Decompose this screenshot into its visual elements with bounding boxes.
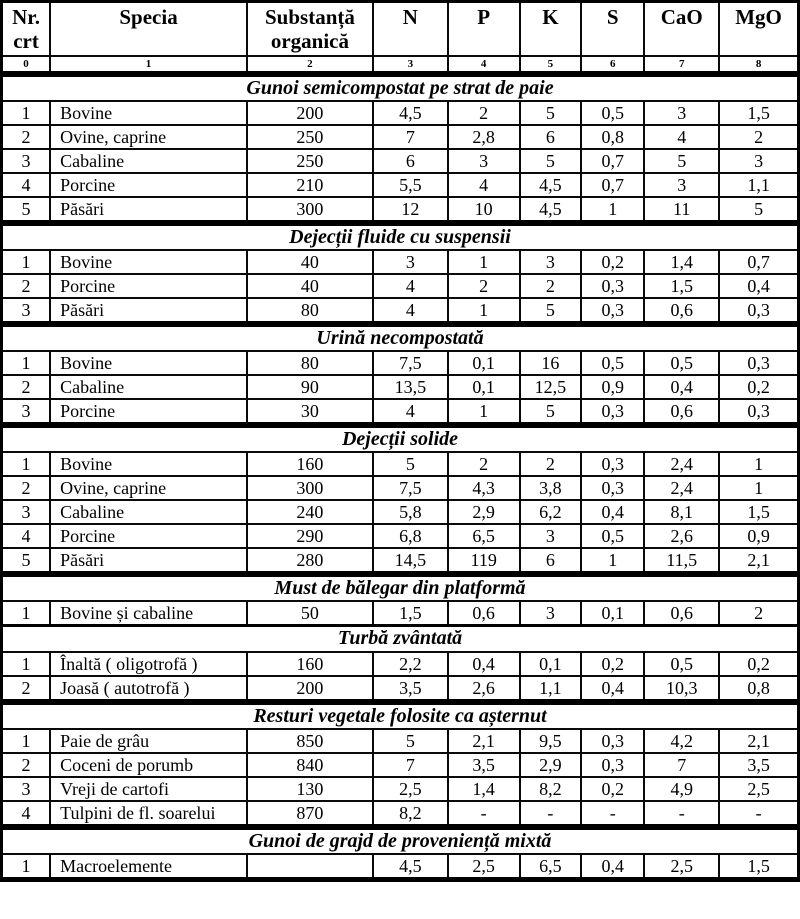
n-value-cell: 6 — [373, 149, 448, 173]
table-row — [2, 351, 799, 375]
s-value-cell: 0,5 — [581, 351, 644, 375]
table-row — [2, 854, 799, 880]
row-number-cell: 1 — [2, 351, 51, 375]
section-title: Dejecții solide — [2, 425, 799, 452]
s-value-cell: 0,4 — [581, 854, 644, 880]
species-cell: Cabaline — [50, 375, 247, 399]
row-number-cell: 4 — [2, 524, 51, 548]
organic-matter-cell: 30 — [247, 399, 373, 425]
p-value-cell: 2 — [448, 101, 520, 125]
row-number-cell: 1 — [2, 729, 51, 753]
p-value-cell: 2,5 — [448, 854, 520, 880]
n-value-cell: 4,5 — [373, 854, 448, 880]
organic-matter-cell: 90 — [247, 375, 373, 399]
organic-matter-cell: 280 — [247, 548, 373, 574]
n-value-cell: 5,5 — [373, 173, 448, 197]
column-index-5: 5 — [520, 56, 582, 74]
mgo-value-cell: 3,5 — [719, 753, 798, 777]
k-value-cell: 6,5 — [520, 854, 582, 880]
k-value-cell: 4,5 — [520, 197, 582, 223]
k-value-cell: 12,5 — [520, 375, 582, 399]
cao-value-cell: 0,5 — [644, 652, 719, 676]
mgo-value-cell: 1,5 — [719, 854, 798, 880]
organic-matter-cell: 200 — [247, 676, 373, 702]
s-value-cell: 0,1 — [581, 601, 644, 626]
p-value-cell: 2,6 — [448, 676, 520, 702]
species-cell: Păsări — [50, 548, 247, 574]
p-value-cell: 1,4 — [448, 777, 520, 801]
p-value-cell: 4,3 — [448, 476, 520, 500]
section-header-row — [2, 425, 799, 452]
p-value-cell: 2,8 — [448, 125, 520, 149]
column-index-2: 2 — [247, 56, 373, 74]
row-number-cell: 4 — [2, 801, 51, 827]
k-value-cell: 2,9 — [520, 753, 582, 777]
n-value-cell: 4 — [373, 298, 448, 324]
col-header-specia — [50, 2, 247, 56]
column-index-1: 1 — [50, 56, 247, 74]
species-cell: Păsări — [50, 197, 247, 223]
p-value-cell: 1 — [448, 298, 520, 324]
col-header-substanta-organica — [247, 2, 373, 56]
cao-value-cell: 4 — [644, 125, 719, 149]
n-value-cell: 5 — [373, 729, 448, 753]
cao-value-cell: 4,2 — [644, 729, 719, 753]
organic-matter-cell — [247, 854, 373, 880]
table-row — [2, 652, 799, 676]
n-value-cell: 6,8 — [373, 524, 448, 548]
cao-value-cell: 2,4 — [644, 452, 719, 476]
row-number-cell: 1 — [2, 601, 51, 626]
mgo-value-cell: 1,5 — [719, 500, 798, 524]
mgo-value-cell: 2,1 — [719, 729, 798, 753]
row-number-cell: 3 — [2, 399, 51, 425]
header-row — [2, 2, 799, 56]
col-header-s-label: S — [606, 5, 619, 29]
cao-value-cell: 3 — [644, 173, 719, 197]
s-value-cell: 0,5 — [581, 524, 644, 548]
table-row — [2, 500, 799, 524]
col-header-p — [448, 2, 520, 56]
col-header-mgo-label: MgO — [735, 5, 782, 29]
col-header-substanta-line1: Substanță — [264, 5, 355, 29]
species-cell: Păsări — [50, 298, 247, 324]
n-value-cell: 7 — [373, 125, 448, 149]
section-title: Resturi vegetale folosite ca așternut — [2, 702, 799, 729]
species-cell: Cabaline — [50, 500, 247, 524]
organic-matter-cell: 870 — [247, 801, 373, 827]
row-number-cell: 4 — [2, 173, 51, 197]
cao-value-cell: 0,6 — [644, 399, 719, 425]
k-value-cell: 6 — [520, 125, 582, 149]
mgo-value-cell: 0,3 — [719, 298, 798, 324]
mgo-value-cell: 3 — [719, 149, 798, 173]
cao-value-cell: 2,5 — [644, 854, 719, 880]
col-header-nr-crt-line2: crt — [13, 29, 39, 53]
section-title: Turbă zvântată — [2, 625, 799, 652]
col-header-n — [373, 2, 448, 56]
n-value-cell: 7 — [373, 753, 448, 777]
s-value-cell: 0,3 — [581, 729, 644, 753]
cao-value-cell: 2,6 — [644, 524, 719, 548]
cao-value-cell: 2,4 — [644, 476, 719, 500]
row-number-cell: 3 — [2, 500, 51, 524]
column-index-4: 4 — [448, 56, 520, 74]
n-value-cell: 7,5 — [373, 351, 448, 375]
k-value-cell: 2 — [520, 274, 582, 298]
p-value-cell: 0,6 — [448, 601, 520, 626]
table-row — [2, 601, 799, 626]
k-value-cell: 3 — [520, 601, 582, 626]
n-value-cell: 4 — [373, 399, 448, 425]
cao-value-cell: 0,6 — [644, 601, 719, 626]
p-value-cell: 1 — [448, 250, 520, 274]
p-value-cell: 2 — [448, 452, 520, 476]
organic-matter-cell: 80 — [247, 351, 373, 375]
organic-matter-cell: 250 — [247, 149, 373, 173]
k-value-cell: 5 — [520, 298, 582, 324]
cao-value-cell: - — [644, 801, 719, 827]
s-value-cell: 0,4 — [581, 500, 644, 524]
species-cell: Porcine — [50, 173, 247, 197]
column-index-8: 8 — [719, 56, 798, 74]
row-number-cell: 1 — [2, 250, 51, 274]
s-value-cell: 0,2 — [581, 652, 644, 676]
mgo-value-cell: 0,7 — [719, 250, 798, 274]
mgo-value-cell: 0,8 — [719, 676, 798, 702]
n-value-cell: 3 — [373, 250, 448, 274]
column-index-6: 6 — [581, 56, 644, 74]
organic-matter-cell: 250 — [247, 125, 373, 149]
row-number-cell: 1 — [2, 101, 51, 125]
table-row — [2, 125, 799, 149]
cao-value-cell: 3 — [644, 101, 719, 125]
species-cell: Ovine, caprine — [50, 476, 247, 500]
organic-matter-cell: 50 — [247, 601, 373, 626]
cao-value-cell: 7 — [644, 753, 719, 777]
s-value-cell: 0,3 — [581, 274, 644, 298]
row-number-cell: 5 — [2, 548, 51, 574]
species-cell: Bovine și cabaline — [50, 601, 247, 626]
n-value-cell: 3,5 — [373, 676, 448, 702]
s-value-cell: 0,3 — [581, 298, 644, 324]
section-header-row — [2, 324, 799, 351]
s-value-cell: 0,3 — [581, 452, 644, 476]
mgo-value-cell: 2 — [719, 125, 798, 149]
n-value-cell: 1,5 — [373, 601, 448, 626]
table-row — [2, 753, 799, 777]
species-cell: Bovine — [50, 101, 247, 125]
k-value-cell: 9,5 — [520, 729, 582, 753]
cao-value-cell: 0,4 — [644, 375, 719, 399]
species-cell: Macroelemente — [50, 854, 247, 880]
cao-value-cell: 8,1 — [644, 500, 719, 524]
k-value-cell: 5 — [520, 399, 582, 425]
p-value-cell: 119 — [448, 548, 520, 574]
s-value-cell: 1 — [581, 548, 644, 574]
section-title: Dejecții fluide cu suspensii — [2, 223, 799, 250]
table-row — [2, 676, 799, 702]
col-header-cao — [644, 2, 719, 56]
row-number-cell: 2 — [2, 676, 51, 702]
table-row — [2, 274, 799, 298]
table-row — [2, 777, 799, 801]
row-number-cell: 3 — [2, 777, 51, 801]
n-value-cell: 4 — [373, 274, 448, 298]
s-value-cell: 1 — [581, 197, 644, 223]
organic-matter-cell: 210 — [247, 173, 373, 197]
k-value-cell: 6,2 — [520, 500, 582, 524]
mgo-value-cell: 1,1 — [719, 173, 798, 197]
k-value-cell: 2 — [520, 452, 582, 476]
p-value-cell: - — [448, 801, 520, 827]
col-header-cao-label: CaO — [660, 5, 703, 29]
k-value-cell: 1,1 — [520, 676, 582, 702]
mgo-value-cell: - — [719, 801, 798, 827]
n-value-cell: 12 — [373, 197, 448, 223]
organic-matter-cell: 290 — [247, 524, 373, 548]
cao-value-cell: 10,3 — [644, 676, 719, 702]
column-index-0: 0 — [2, 56, 51, 74]
s-value-cell: 0,7 — [581, 173, 644, 197]
p-value-cell: 0,1 — [448, 351, 520, 375]
section-header-row — [2, 827, 799, 854]
col-header-nr-crt — [2, 2, 51, 56]
species-cell: Tulpini de fl. soarelui — [50, 801, 247, 827]
row-number-cell: 2 — [2, 753, 51, 777]
k-value-cell: 8,2 — [520, 777, 582, 801]
p-value-cell: 4 — [448, 173, 520, 197]
species-cell: Vreji de cartofi — [50, 777, 247, 801]
mgo-value-cell: 0,9 — [719, 524, 798, 548]
mgo-value-cell: 0,3 — [719, 351, 798, 375]
k-value-cell: 3 — [520, 524, 582, 548]
cao-value-cell: 0,6 — [644, 298, 719, 324]
n-value-cell: 2,5 — [373, 777, 448, 801]
k-value-cell: - — [520, 801, 582, 827]
table-row — [2, 399, 799, 425]
mgo-value-cell: 0,2 — [719, 375, 798, 399]
table-row — [2, 250, 799, 274]
species-cell: Porcine — [50, 399, 247, 425]
col-header-substanta-line2: organică — [270, 29, 349, 53]
n-value-cell: 14,5 — [373, 548, 448, 574]
cao-value-cell: 1,5 — [644, 274, 719, 298]
k-value-cell: 3,8 — [520, 476, 582, 500]
k-value-cell: 0,1 — [520, 652, 582, 676]
n-value-cell: 5 — [373, 452, 448, 476]
col-header-k-label: K — [542, 5, 559, 29]
s-value-cell: 0,8 — [581, 125, 644, 149]
table-row — [2, 197, 799, 223]
species-cell: Coceni de porumb — [50, 753, 247, 777]
table-row — [2, 101, 799, 125]
mgo-value-cell: 2 — [719, 601, 798, 626]
k-value-cell: 3 — [520, 250, 582, 274]
section-title: Gunoi semicompostat pe strat de paie — [2, 74, 799, 101]
organic-matter-cell: 840 — [247, 753, 373, 777]
cao-value-cell: 4,9 — [644, 777, 719, 801]
row-number-cell: 3 — [2, 298, 51, 324]
row-number-cell: 2 — [2, 375, 51, 399]
table-body — [2, 74, 799, 880]
mgo-value-cell: 1 — [719, 476, 798, 500]
section-title: Gunoi de grajd de proveniență mixtă — [2, 827, 799, 854]
p-value-cell: 1 — [448, 399, 520, 425]
mgo-value-cell: 1,5 — [719, 101, 798, 125]
table-row — [2, 375, 799, 399]
column-index-7: 7 — [644, 56, 719, 74]
species-cell: Bovine — [50, 250, 247, 274]
p-value-cell: 6,5 — [448, 524, 520, 548]
cao-value-cell: 5 — [644, 149, 719, 173]
col-header-mgo — [719, 2, 798, 56]
mgo-value-cell: 2,1 — [719, 548, 798, 574]
s-value-cell: 0,4 — [581, 676, 644, 702]
species-cell: Porcine — [50, 274, 247, 298]
p-value-cell: 2,9 — [448, 500, 520, 524]
cao-value-cell: 0,5 — [644, 351, 719, 375]
section-header-row — [2, 625, 799, 652]
s-value-cell: 0,3 — [581, 399, 644, 425]
col-header-specia-label: Specia — [119, 5, 178, 29]
p-value-cell: 2,1 — [448, 729, 520, 753]
col-header-k — [520, 2, 582, 56]
mgo-value-cell: 0,2 — [719, 652, 798, 676]
section-header-row — [2, 74, 799, 101]
species-cell: Cabaline — [50, 149, 247, 173]
n-value-cell: 2,2 — [373, 652, 448, 676]
col-header-n-label: N — [402, 5, 418, 29]
row-number-cell: 2 — [2, 125, 51, 149]
species-cell: Bovine — [50, 351, 247, 375]
row-number-cell: 1 — [2, 452, 51, 476]
p-value-cell: 10 — [448, 197, 520, 223]
section-title: Must de bălegar din platformă — [2, 574, 799, 601]
organic-matter-cell: 200 — [247, 101, 373, 125]
table-row — [2, 548, 799, 574]
k-value-cell: 16 — [520, 351, 582, 375]
table-row — [2, 298, 799, 324]
k-value-cell: 4,5 — [520, 173, 582, 197]
row-number-cell: 2 — [2, 476, 51, 500]
column-index-3: 3 — [373, 56, 448, 74]
s-value-cell: 0,3 — [581, 476, 644, 500]
s-value-cell: 0,2 — [581, 777, 644, 801]
organic-matter-cell: 850 — [247, 729, 373, 753]
col-header-p-label: P — [477, 5, 491, 29]
organic-matter-cell: 40 — [247, 250, 373, 274]
k-value-cell: 5 — [520, 149, 582, 173]
p-value-cell: 3,5 — [448, 753, 520, 777]
row-number-cell: 1 — [2, 854, 51, 880]
col-header-nr-crt-line1: Nr. — [12, 5, 40, 29]
p-value-cell: 0,4 — [448, 652, 520, 676]
cao-value-cell: 11,5 — [644, 548, 719, 574]
s-value-cell: 0,3 — [581, 753, 644, 777]
organic-matter-cell: 80 — [247, 298, 373, 324]
k-value-cell: 6 — [520, 548, 582, 574]
p-value-cell: 2 — [448, 274, 520, 298]
organic-matter-cell: 240 — [247, 500, 373, 524]
k-value-cell: 5 — [520, 101, 582, 125]
section-header-row — [2, 574, 799, 601]
cao-value-cell: 11 — [644, 197, 719, 223]
n-value-cell: 4,5 — [373, 101, 448, 125]
mgo-value-cell: 0,4 — [719, 274, 798, 298]
species-cell: Bovine — [50, 452, 247, 476]
p-value-cell: 0,1 — [448, 375, 520, 399]
species-cell: Joasă ( autotrofă ) — [50, 676, 247, 702]
row-number-cell: 5 — [2, 197, 51, 223]
s-value-cell: 0,5 — [581, 101, 644, 125]
column-index-row — [2, 56, 799, 74]
organic-matter-cell: 130 — [247, 777, 373, 801]
row-number-cell: 2 — [2, 274, 51, 298]
organic-matter-cell: 40 — [247, 274, 373, 298]
col-header-s — [581, 2, 644, 56]
species-cell: Paie de grâu — [50, 729, 247, 753]
species-cell: Porcine — [50, 524, 247, 548]
species-cell: Înaltă ( oligotrofă ) — [50, 652, 247, 676]
species-cell: Ovine, caprine — [50, 125, 247, 149]
organic-matter-cell: 160 — [247, 452, 373, 476]
table-row — [2, 524, 799, 548]
n-value-cell: 8,2 — [373, 801, 448, 827]
table-row — [2, 149, 799, 173]
table-row — [2, 452, 799, 476]
mgo-value-cell: 0,3 — [719, 399, 798, 425]
s-value-cell: 0,9 — [581, 375, 644, 399]
organic-matter-cell: 300 — [247, 476, 373, 500]
row-number-cell: 3 — [2, 149, 51, 173]
n-value-cell: 7,5 — [373, 476, 448, 500]
mgo-value-cell: 1 — [719, 452, 798, 476]
section-header-row — [2, 702, 799, 729]
p-value-cell: 3 — [448, 149, 520, 173]
s-value-cell: 0,2 — [581, 250, 644, 274]
n-value-cell: 5,8 — [373, 500, 448, 524]
table-row — [2, 173, 799, 197]
table-row — [2, 729, 799, 753]
table-row — [2, 801, 799, 827]
s-value-cell: - — [581, 801, 644, 827]
mgo-value-cell: 5 — [719, 197, 798, 223]
n-value-cell: 13,5 — [373, 375, 448, 399]
table-row — [2, 476, 799, 500]
section-header-row — [2, 223, 799, 250]
organic-matter-cell: 160 — [247, 652, 373, 676]
section-title: Urină necompostată — [2, 324, 799, 351]
organic-matter-cell: 300 — [247, 197, 373, 223]
s-value-cell: 0,7 — [581, 149, 644, 173]
row-number-cell: 1 — [2, 652, 51, 676]
cao-value-cell: 1,4 — [644, 250, 719, 274]
mgo-value-cell: 2,5 — [719, 777, 798, 801]
